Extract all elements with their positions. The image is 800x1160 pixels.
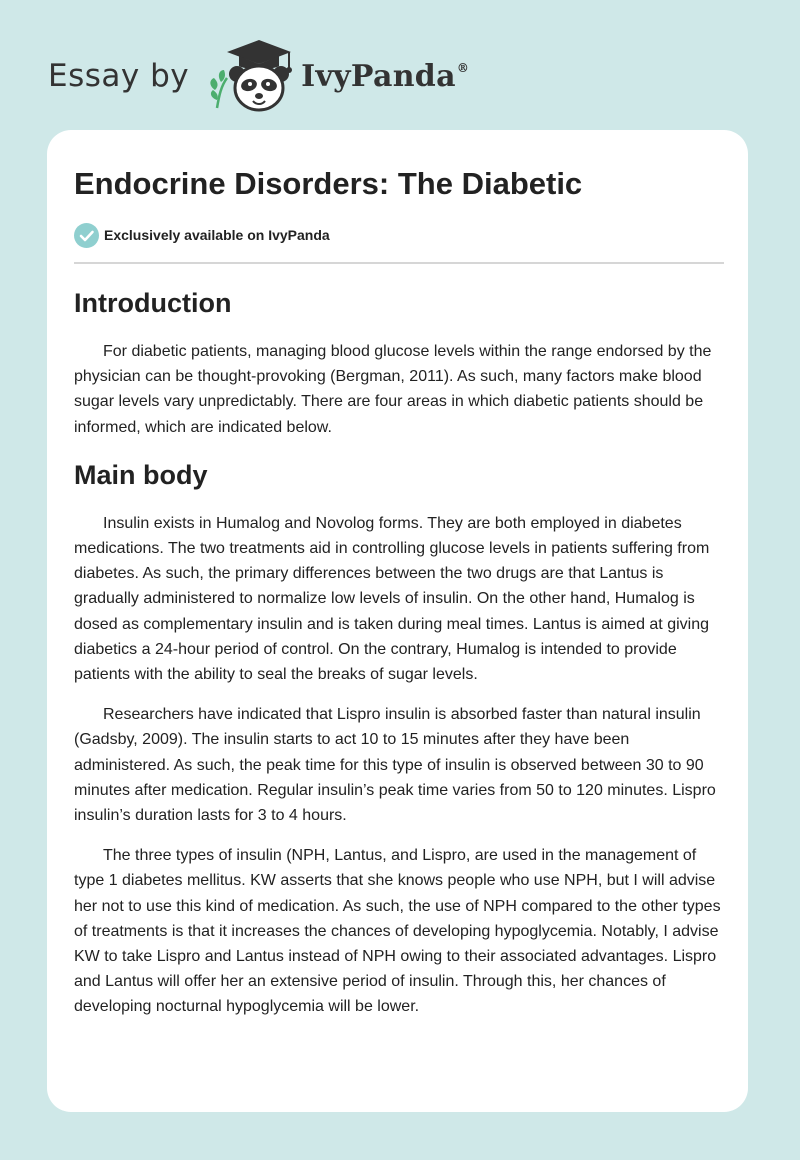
section-heading-main-body: Main body [74, 459, 208, 490]
paragraph: The three types of insulin (NPH, Lantus, and Lispro, are used in the management of type 1 diabetes mellitus. KW asserts that she knows people who use NPH, but I will advise her not to use this kind of medication. As such, the use of NPH compared to the other types of treatments is that it increases the chances of developing hypoglycemia. Notably, I advise KW to take Lispro and Lantus instead of NPH owing to their associated advantages. Lispro and Lantus will offer her an extensive period of insulin. Through this, her chances of developing nocturnal hypoglycemia will be lower. [74, 847, 721, 1016]
exclusive-badge [74, 222, 724, 248]
essay-content [74, 164, 724, 1020]
paragraph: For diabetic patients, managing blood glucose levels within the range endorsed by the physician can be thought-provoking (Bergman, 2011). As such, many factors make blood sugar levels vary unpredictably. There are four areas in which diabetic patients should be informed, which are indicated below. [74, 343, 712, 436]
brand-logo-text[interactable] [301, 59, 469, 94]
registered-mark: ® [456, 60, 470, 75]
essay-by-label: Essay by [48, 58, 190, 94]
brand-name: IvyPanda [301, 58, 456, 94]
exclusive-badge-text: Exclusively available on IvyPanda [104, 227, 330, 243]
panda-graduate-icon[interactable] [205, 38, 297, 114]
section-heading-introduction: Introduction [74, 288, 232, 318]
essay-card [47, 130, 748, 1112]
paragraph: Insulin exists in Humalog and Novolog forms. They are both employed in diabetes medications. The two treatments aid in controlling glucose levels in patients suffering from diabetes. As such, the primary differences between the two drugs are that Lantus is gradually administered to normalize low levels of insulin. On the other hand, Humalog is dosed as complementary insulin and is taken during meal times. Lantus is aimed at giving diabetics a 24-hour period of control. On the contrary, Humalog is intended to provide patients with the ability to seal the breaks of sugar levels. [74, 514, 710, 684]
paragraph: Researchers have indicated that Lispro insulin is absorbed faster than natural insulin (Gadsby, 2009). The insulin starts to act 10 to 15 minutes after they have been administered. As such, the peak time for this type of insulin is observed between 30 to 90 minutes after medication. Regular insulin’s peak time varies from 50 to 120 minutes. Lispro insulin’s duration lasts for 3 to 4 hours. [74, 706, 716, 825]
essay-title: Endocrine Disorders: The Diabetic [74, 166, 583, 201]
check-circle-icon [74, 223, 99, 248]
site-header [48, 36, 469, 116]
title-divider [74, 262, 724, 264]
